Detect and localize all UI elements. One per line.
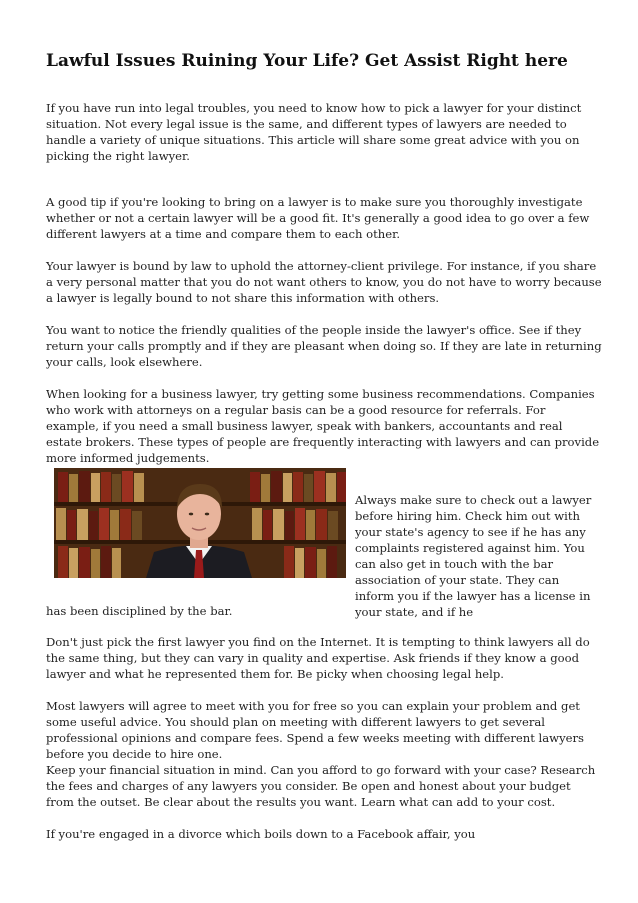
- paragraph-check-lawyer-end: has been disciplined by the bar.: [46, 604, 233, 618]
- paragraph-check-lawyer: Always make sure to check out a lawyer before hiring him. Check him out with your state's agency to see if he has any complaints registered against him. You can also get in touch with the bar association of your state. They can inform you if the lawyer has a license in your state, and if he: [355, 493, 592, 619]
- lawyer-illustration: [54, 468, 346, 578]
- paragraph-first-lawyer: Don't just pick the first lawyer you find on the Internet. It is tempting to think lawyers all do the same thing, but they can vary in quality and expertise. Ask friends if they know a good lawyer and what he represented them for. Be picky when choosing legal help.: [46, 635, 590, 681]
- paragraph-privilege: Your lawyer is bound by law to uphold the attorney-client privilege. For instance, if you share a very personal matter that you do not want others to know, you do not have to worry because a lawyer is legally bound to not share this information with others.: [46, 259, 602, 305]
- paragraph-finances: Keep your financial situation in mind. Can you afford to go forward with your case? Research the fees and charges of any lawyers you consider. Be open and honest about your budget from the outset. Be clear about the results you want. Learn what can add to your cost.: [46, 763, 596, 809]
- paragraph-intro: If you have run into legal troubles, you need to know how to pick a lawyer for your distinct situation. Not every legal issue is the same, and different types of lawyers are needed to handle a variety of unique situations. This article will share some great advice with you on picking the right lawyer.: [46, 101, 582, 163]
- paragraph-free-meeting: Most lawyers will agree to meet with you for free so you can explain your problem and get some useful advice. You should plan on meeting with different lawyers to get several professional opinions and compare fees. Spend a few weeks meeting with different lawyers before you decide to hire one.: [46, 699, 584, 761]
- paragraph-investigate: A good tip if you're looking to bring on a lawyer is to make sure you thoroughly investigate whether or not a certain lawyer will be a good fit. It's generally a good idea to go over a few different lawyers at a time and compare them to each other.: [46, 195, 590, 241]
- paragraph-business-lawyer: When looking for a business lawyer, try getting some business recommendations. Companies who work with attorneys on a regular basis can be a good resource for referrals. For example, if you need a small business lawyer, speak with bankers, accountants and real estate brokers. These types of people are frequently interacting with lawyers and can provide more informed judgements.: [46, 387, 600, 465]
- lawyer-photo: [54, 468, 346, 578]
- paragraph-divorce: If you're engaged in a divorce which boils down to a Facebook affair, you: [46, 827, 476, 841]
- paragraph-friendly-office: You want to notice the friendly qualities of the people inside the lawyer's office. See if they return your calls promptly and if they are pleasant when doing so. If they are late in returning your calls, look elsewhere.: [46, 323, 602, 369]
- article-title: Lawful Issues Ruining Your Life? Get Assist Right here: [46, 51, 568, 71]
